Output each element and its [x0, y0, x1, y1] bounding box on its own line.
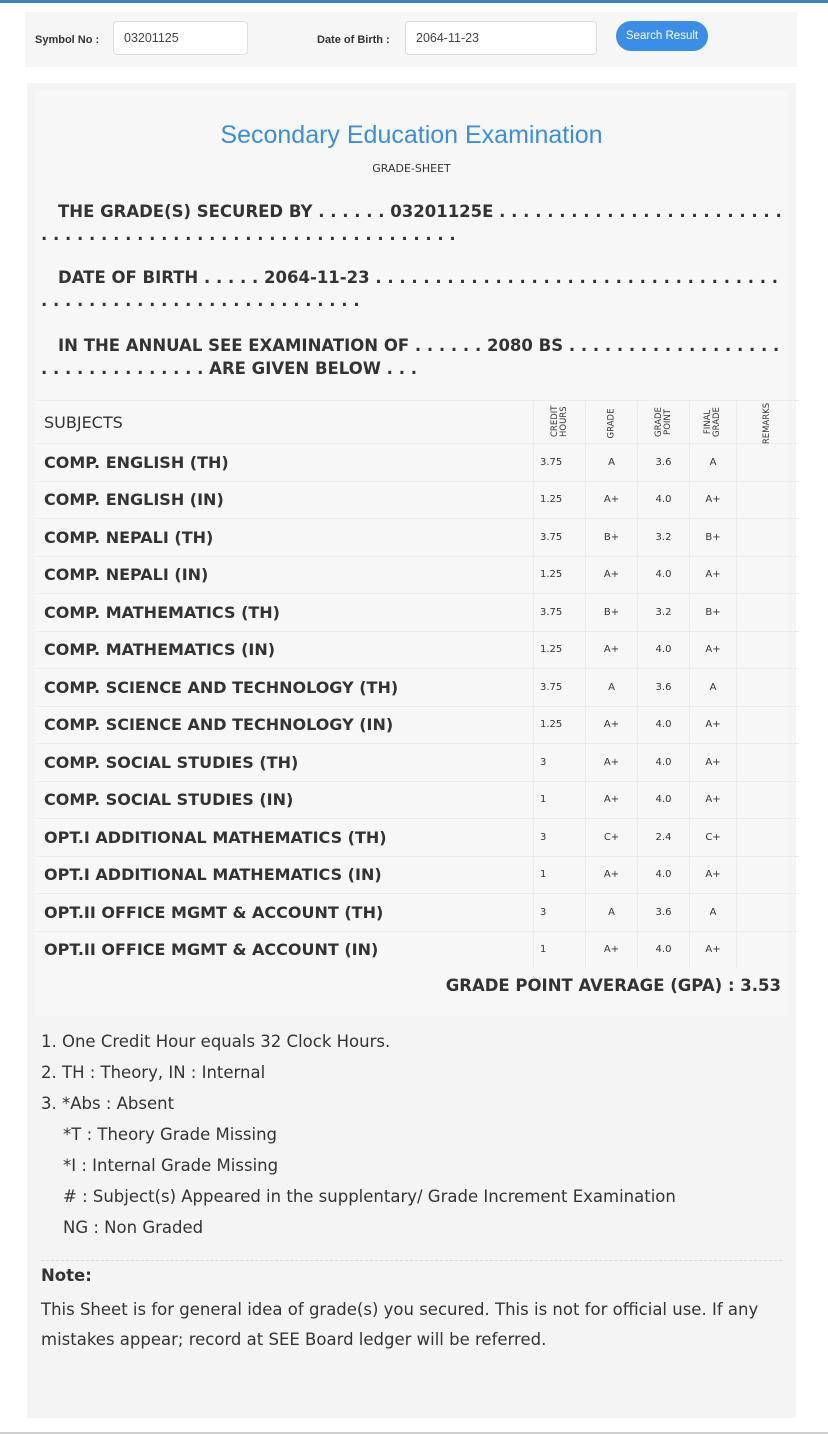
credit-hours-cell: 1.25 — [534, 481, 586, 519]
legend-item: 1. One Credit Hour equals 32 Clock Hours. — [41, 1032, 391, 1051]
credit-hours-cell: 1.25 — [534, 706, 586, 744]
grade-point-cell: 3.6 — [638, 669, 690, 707]
subject-cell: OPT.I ADDITIONAL MATHEMATICS (IN) — [36, 856, 534, 894]
note-divider — [41, 1260, 782, 1261]
credit-hours-cell: 1.25 — [534, 556, 586, 594]
credit-hours-cell: 3 — [534, 744, 586, 782]
table-row — [36, 706, 799, 744]
grade-point-header-label: GRADE POINT — [653, 407, 673, 437]
credit-hours-cell: 1 — [534, 781, 586, 819]
grade-point-cell: 3.2 — [638, 594, 690, 632]
remarks-cell — [737, 744, 800, 782]
exam-title: Secondary Education Examination — [220, 121, 603, 149]
remarks-cell — [737, 444, 800, 482]
grade-point-cell: 2.4 — [638, 819, 690, 857]
final-grade-cell: A+ — [690, 856, 737, 894]
grade-point-cell: 4.0 — [638, 744, 690, 782]
search-result-button[interactable]: Search Result — [616, 21, 708, 51]
table-row — [36, 894, 799, 932]
credit-hours-header — [534, 401, 586, 444]
legend-item: NG : Non Graded — [63, 1218, 204, 1237]
remarks-cell — [737, 781, 800, 819]
final-grade-cell: A+ — [690, 744, 737, 782]
subject-cell: COMP. NEPALI (TH) — [36, 519, 534, 557]
subject-cell: OPT.I ADDITIONAL MATHEMATICS (TH) — [36, 819, 534, 857]
grades-table — [36, 400, 799, 968]
remarks-header — [737, 401, 800, 444]
note-text: This Sheet is for general idea of grade(s) you secured. This is not for official use. If any mistakes appear; record at SEE Board ledger will be referred. — [41, 1300, 759, 1349]
final-grade-cell: A — [690, 444, 737, 482]
grade-point-cell: 4.0 — [638, 481, 690, 519]
credit-hours-cell: 3 — [534, 894, 586, 932]
exam-line-text: IN THE ANNUAL SEE EXAMINATION OF . . . . . . 2080 BS . . . . . . . . . . . . . . . . . . . . . . . . . . . . . . . . ARE GIVEN BELOW . . . — [41, 336, 780, 378]
grades-table-header — [36, 401, 799, 444]
subject-cell: COMP. SCIENCE AND TECHNOLOGY (IN) — [36, 706, 534, 744]
secured-by-line — [41, 200, 786, 246]
credit-hours-cell: 1 — [534, 931, 586, 968]
gpa-summary: GRADE POINT AVERAGE (GPA) : 3.53 — [445, 976, 781, 995]
grade-cell: A+ — [586, 556, 638, 594]
subject-cell: COMP. SOCIAL STUDIES (TH) — [36, 744, 534, 782]
table-row — [36, 931, 799, 968]
credit-hours-cell: 3.75 — [534, 519, 586, 557]
grade-header — [586, 401, 638, 444]
table-row — [36, 856, 799, 894]
grade-header-label: GRADE — [605, 408, 616, 438]
grade-cell: B+ — [586, 594, 638, 632]
remarks-header-label: REMARKS — [762, 402, 773, 444]
remarks-cell — [737, 481, 800, 519]
table-row — [36, 594, 799, 632]
table-row — [36, 556, 799, 594]
final-grade-cell: A+ — [690, 631, 737, 669]
dob-line-text: DATE OF BIRTH . . . . . 2064-11-23 . . . . . . . . . . . . . . . . . . . . . . . . . . . . . . . . . . . . . . . . . . . . . . . . . . . . . . . . . . . . . — [41, 268, 779, 310]
grade-point-header — [638, 401, 690, 444]
subject-cell: OPT.II OFFICE MGMT & ACCOUNT (IN) — [36, 931, 534, 968]
grade-point-cell: 4.0 — [638, 781, 690, 819]
final-grade-cell: A — [690, 669, 737, 707]
grade-cell: A+ — [586, 706, 638, 744]
remarks-cell — [737, 556, 800, 594]
top-border — [0, 0, 828, 3]
secured-by-text: THE GRADE(S) SECURED BY . . . . . . 03201125E . . . . . . . . . . . . . . . . . . . . . . . . . . . . . . . . . . . . . . . . . . . . . . . . . . . . . . . . . . . — [41, 202, 782, 244]
exam-line — [41, 334, 786, 380]
legend-item: *T : Theory Grade Missing — [63, 1125, 278, 1144]
grade-cell: A — [586, 894, 638, 932]
table-row — [36, 781, 799, 819]
dob-label: Date of Birth : — [317, 34, 390, 46]
final-grade-header — [690, 401, 737, 444]
grade-sheet-subtitle: GRADE-SHEET — [372, 162, 451, 175]
credit-hours-cell: 3 — [534, 819, 586, 857]
subject-cell: COMP. ENGLISH (IN) — [36, 481, 534, 519]
credit-hours-cell: 3.75 — [534, 444, 586, 482]
remarks-cell — [737, 931, 800, 968]
final-grade-cell: B+ — [690, 594, 737, 632]
legend-item: *I : Internal Grade Missing — [63, 1156, 279, 1175]
subjects-header: SUBJECTS — [36, 401, 534, 444]
grade-cell: A+ — [586, 781, 638, 819]
final-grade-cell: A — [690, 894, 737, 932]
grade-cell: A+ — [586, 931, 638, 968]
final-grade-cell: A+ — [690, 481, 737, 519]
grade-point-cell: 4.0 — [638, 706, 690, 744]
grade-point-cell: 3.2 — [638, 519, 690, 557]
credit-hours-cell: 3.75 — [534, 669, 586, 707]
grade-cell: C+ — [586, 819, 638, 857]
grade-point-cell: 4.0 — [638, 631, 690, 669]
subject-cell: OPT.II OFFICE MGMT & ACCOUNT (TH) — [36, 894, 534, 932]
grade-cell: B+ — [586, 519, 638, 557]
grade-cell: A+ — [586, 631, 638, 669]
grade-point-cell: 4.0 — [638, 931, 690, 968]
grade-sheet — [27, 83, 796, 1418]
final-grade-cell: B+ — [690, 519, 737, 557]
table-row — [36, 669, 799, 707]
subject-cell: COMP. NEPALI (IN) — [36, 556, 534, 594]
legend-item: 3. *Abs : Absent — [41, 1094, 175, 1113]
credit-hours-cell: 3.75 — [534, 594, 586, 632]
subject-cell: COMP. MATHEMATICS (IN) — [36, 631, 534, 669]
remarks-cell — [737, 706, 800, 744]
remarks-cell — [737, 519, 800, 557]
credit-hours-cell: 1.25 — [534, 631, 586, 669]
grade-point-cell: 3.6 — [638, 444, 690, 482]
grade-cell: A+ — [586, 744, 638, 782]
credit-hours-cell: 1 — [534, 856, 586, 894]
subject-cell: COMP. SCIENCE AND TECHNOLOGY (TH) — [36, 669, 534, 707]
legend-notes — [41, 1026, 786, 1243]
dob-input[interactable]: 2064-11-23 — [405, 21, 597, 55]
table-row — [36, 744, 799, 782]
remarks-cell — [737, 631, 800, 669]
subject-cell: COMP. MATHEMATICS (TH) — [36, 594, 534, 632]
table-row — [36, 819, 799, 857]
search-bar — [25, 12, 797, 67]
remarks-cell — [737, 669, 800, 707]
table-row — [36, 444, 799, 482]
table-row — [36, 519, 799, 557]
remarks-cell — [737, 894, 800, 932]
grade-cell: A — [586, 669, 638, 707]
table-row — [36, 631, 799, 669]
note-heading: Note: — [41, 1266, 92, 1285]
final-grade-cell: A+ — [690, 556, 737, 594]
final-grade-header-label: FINAL GRADE — [703, 407, 722, 437]
grade-point-cell: 4.0 — [638, 856, 690, 894]
legend-item: # : Subject(s) Appeared in the supplentary/ Grade Increment Examination — [63, 1187, 676, 1206]
grade-point-cell: 4.0 — [638, 556, 690, 594]
final-grade-cell: A+ — [690, 781, 737, 819]
remarks-cell — [737, 856, 800, 894]
subject-cell: COMP. ENGLISH (TH) — [36, 444, 534, 482]
final-grade-cell: A+ — [690, 706, 737, 744]
remarks-cell — [737, 819, 800, 857]
final-grade-cell: C+ — [690, 819, 737, 857]
final-grade-cell: A+ — [690, 931, 737, 968]
dob-line — [41, 266, 786, 312]
grade-cell: A+ — [586, 856, 638, 894]
legend-item: 2. TH : Theory, IN : Internal — [41, 1063, 266, 1082]
symbol-no-input[interactable]: 03201125 — [113, 21, 248, 55]
credit-hours-header-label: CREDIT HOURS — [549, 405, 569, 437]
grade-cell: A+ — [586, 481, 638, 519]
table-row — [36, 481, 799, 519]
grade-point-cell: 3.6 — [638, 894, 690, 932]
grade-cell: A — [586, 444, 638, 482]
subject-cell: COMP. SOCIAL STUDIES (IN) — [36, 781, 534, 819]
symbol-no-label: Symbol No : — [35, 34, 100, 46]
remarks-cell — [737, 594, 800, 632]
